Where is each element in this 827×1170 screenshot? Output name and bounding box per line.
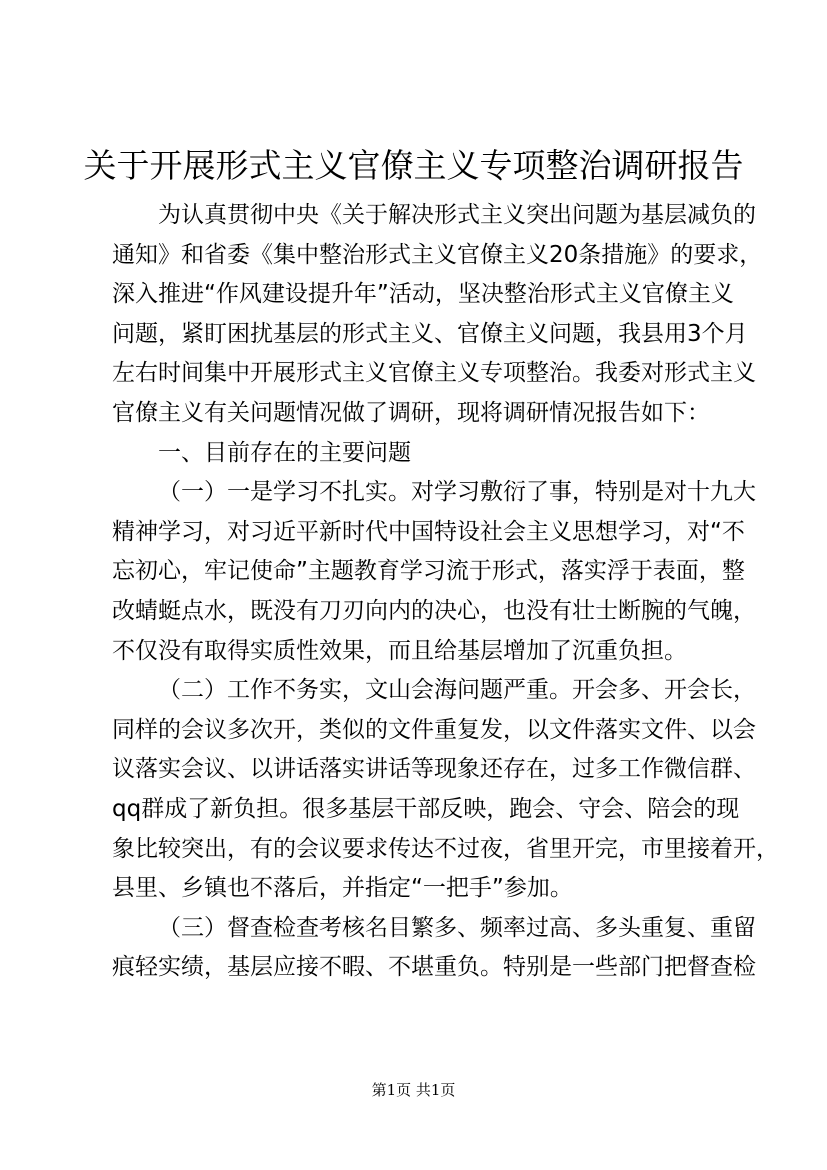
document-title: 关于开展形式主义官僚主义专项整治调研报告 [83,146,744,185]
body-line: 精神学习，对习近平新时代中国特设社会主义思想学习，对“不 [112,518,745,545]
body-line: 忘初心，牢记使命”主题教育学习流于形式，落实浮于表面，整 [112,558,745,585]
body-line: （三）督查检查考核名目繁多、频率过高、多头重复、重留 [158,914,756,941]
body-line: 议落实会议、以讲话落实讲话等现象还存在，过多工作微信群、 [112,756,756,783]
body-line: 象比较突出，有的会议要求传达不过夜，省里开完，市里接着开， [112,835,779,862]
body-line: 同样的会议多次开，类似的文件重复发，以文件落实文件、以会 [112,716,756,743]
body-line: 通知》和省委《集中整治形式主义官僚主义20条措施》的要求， [112,241,763,268]
document-body [112,196,779,988]
body-line: 问题，紧盯困扰基层的形式主义、官僚主义问题，我县用3个月 [112,320,748,347]
body-line: （二）工作不务实，文山会海问题严重。开会多、开会长， [158,677,756,704]
body-line: 为认真贯彻中央《关于解决形式主义突出问题为基层减负的 [158,202,756,228]
body-line: 左右时间集中开展形式主义官僚主义专项整治。我委对形式主义 [112,360,756,387]
body-line: 改蜻蜓点水，既没有刀刃向内的决心，也没有壮士断腕的气魄， [112,597,756,624]
body-line: 痕轻实绩，基层应接不暇、不堪重负。特别是一些部门把督查检 [112,954,756,981]
body-line: 县里、乡镇也不落后，并指定“一把手”参加。 [112,875,573,902]
body-line: qq群成了新负担。很多基层干部反映，跑会、守会、陪会的现 [112,795,740,822]
section-heading: 一、目前存在的主要问题 [158,439,411,466]
body-line: （一）一是学习不扎实。对学习敷衍了事，特别是对十九大 [158,479,756,506]
body-line: 深入推进“作风建设提升年”活动，坚决整治形式主义官僚主义 [112,281,734,308]
body-line: 不仅没有取得实质性效果，而且给基层增加了沉重负担。 [112,637,687,664]
body-line: 官僚主义有关问题情况做了调研，现将调研情况报告如下： [112,399,710,426]
page-footer: 第1页 共1页 [371,1081,456,1099]
